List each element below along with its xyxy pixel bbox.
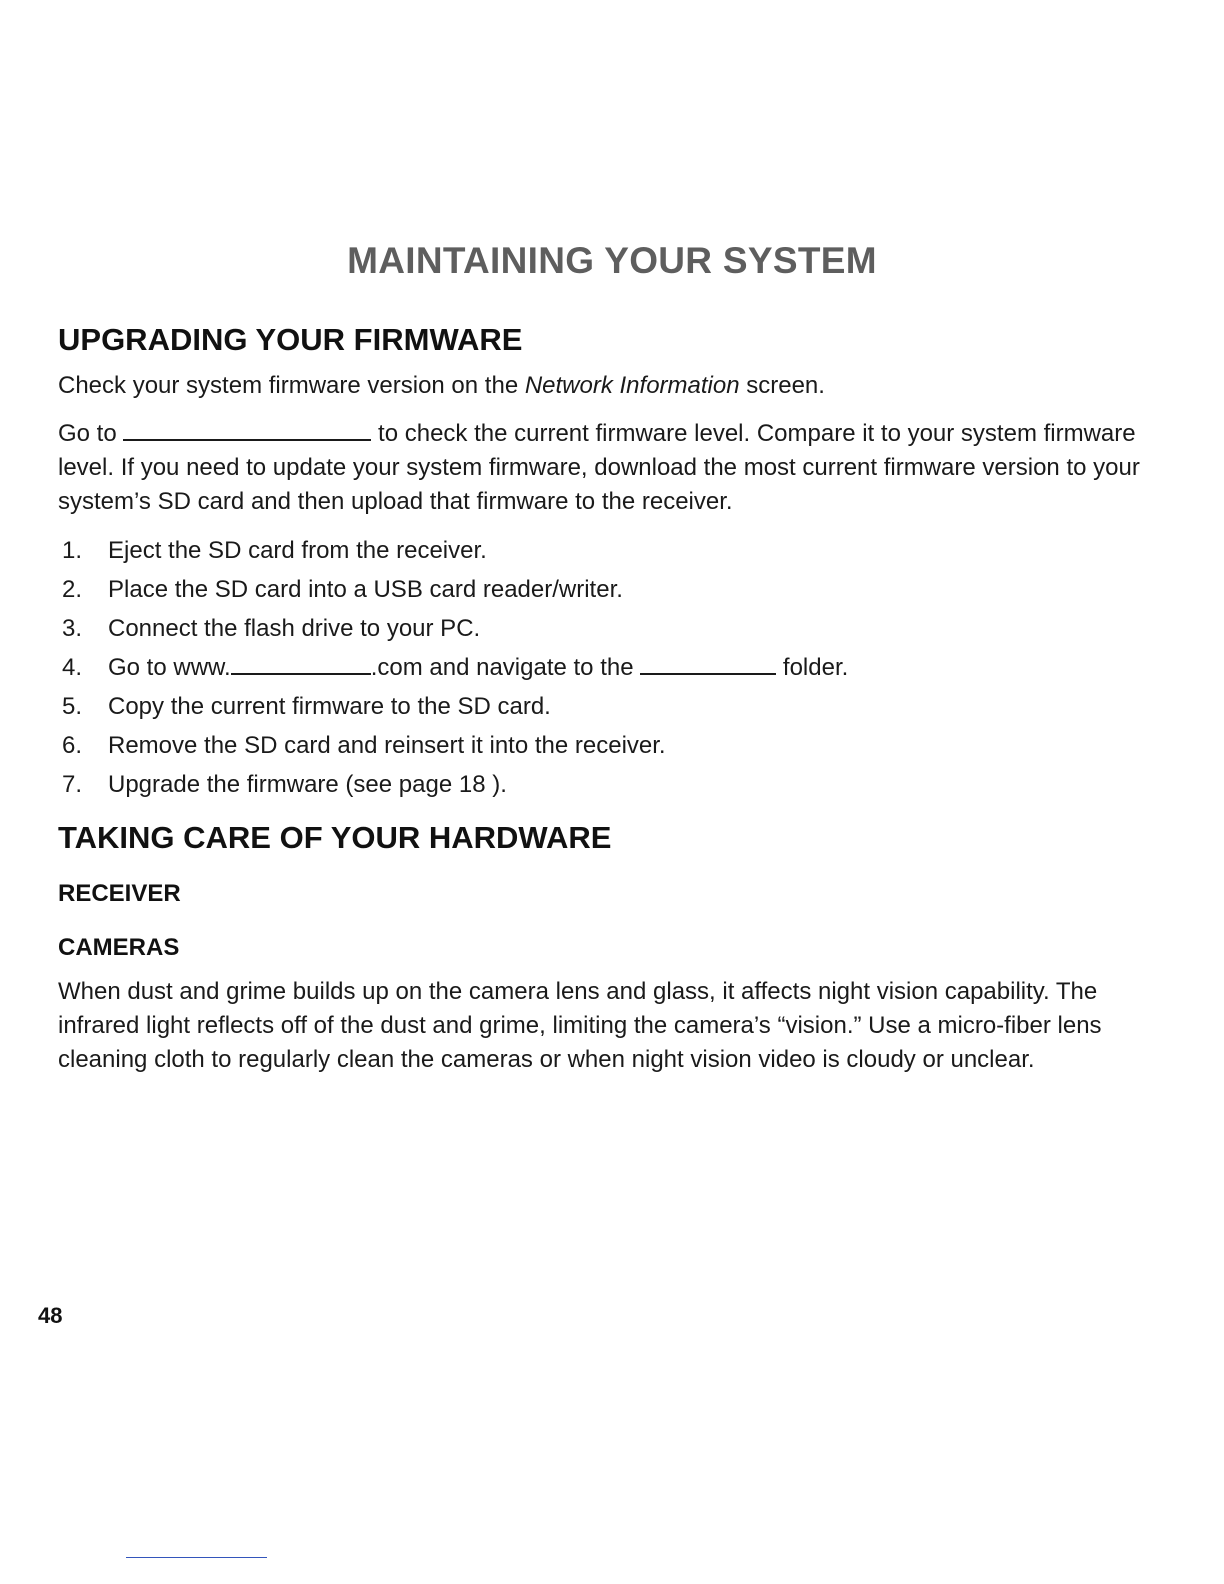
cameras-paragraph: When dust and grime builds up on the camera lens and glass, it affects night vision capability. The infrared light reflects off of the dust and grime, limiting the camera’s “vision.” Use a micro-fiber lens cleaning cloth to regularly clean the cameras or when night vision video is cloudy or unclear.: [58, 978, 1102, 1073]
step-text: Upgrade the firmware (see page 18 ).: [108, 771, 507, 798]
step-text: Connect the flash drive to your PC.: [108, 615, 481, 642]
firmware-steps-list: [58, 534, 1158, 807]
page-title: MAINTAINING YOUR SYSTEM: [347, 240, 877, 281]
url-blank: [123, 417, 371, 441]
folder-blank: [640, 651, 776, 675]
website-blank: [231, 651, 371, 675]
network-information-screen-name: Network Information: [524, 372, 740, 399]
list-item: [58, 612, 1158, 651]
page-number: 48: [38, 1303, 63, 1328]
step-text: Copy the current firmware to the SD card.: [108, 693, 551, 720]
step-number: 3.: [62, 615, 83, 642]
step-number: 2.: [62, 576, 83, 603]
section-heading-firmware: UPGRADING YOUR FIRMWARE: [58, 322, 523, 357]
step-number: 5.: [62, 693, 83, 720]
step-4-part-c: folder.: [776, 654, 849, 681]
subheading-receiver: RECEIVER: [58, 880, 181, 907]
list-item: [58, 729, 1158, 768]
intro-text-start: Check your system firmware version on the: [58, 372, 525, 399]
step-text: [108, 651, 848, 685]
step-number: 7.: [62, 771, 83, 798]
goto-prefix: Go to: [58, 420, 124, 447]
section-heading-hardware: TAKING CARE OF YOUR HARDWARE: [58, 820, 612, 855]
step-number: 6.: [62, 732, 83, 759]
subheading-cameras: CAMERAS: [58, 934, 180, 961]
intro-text-end: screen.: [739, 372, 825, 399]
step-number: 4.: [62, 654, 83, 681]
step-4-part-a: Go to www.: [108, 654, 231, 681]
step-text: Eject the SD card from the receiver.: [108, 537, 487, 564]
list-item: [58, 768, 1158, 807]
list-item: [58, 534, 1158, 573]
firmware-goto-paragraph: [58, 417, 1178, 519]
step-4-part-b: .com and navigate to the: [370, 654, 641, 681]
footer-divider: [126, 1557, 267, 1558]
list-item: [58, 690, 1158, 729]
step-number: 1.: [62, 537, 83, 564]
firmware-intro: [58, 369, 1178, 403]
list-item: [58, 651, 1158, 690]
goto-rest: to check the current firmware level. Compare it to your system firmware level. If you need to update your system firmware, download the most current firmware version to your system’s SD card and then upload that firmware to the receiver.: [58, 420, 1140, 515]
step-text: Place the SD card into a USB card reader/writer.: [108, 576, 623, 603]
list-item: [58, 573, 1158, 612]
step-text: Remove the SD card and reinsert it into the receiver.: [108, 732, 666, 759]
